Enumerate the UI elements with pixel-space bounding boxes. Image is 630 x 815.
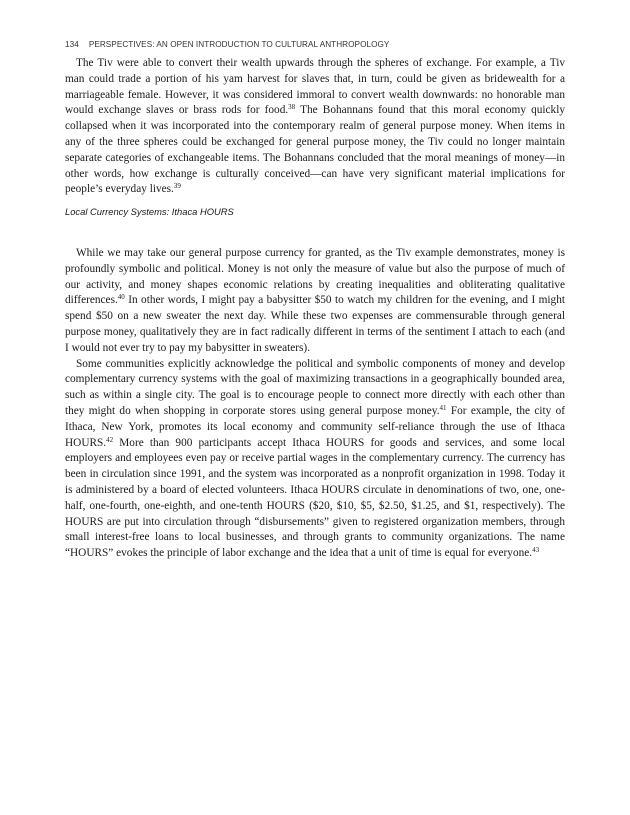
footnote-ref-42[interactable]: 42 [106, 435, 114, 444]
running-title: PERSPECTIVES: AN OPEN INTRODUCTION TO CULTURAL ANTHROPOLOGY [88, 40, 390, 49]
running-header [65, 40, 389, 49]
paragraph-text: The Bohannans found that this moral economy quickly collapsed when it was incorporated into the contemporary realm of general purpose money. When items in any of the three spheres could be exchanged for general purpose money, the Tiv could no longer maintain separate categories of exchangeable items. The Bohannans concluded that the moral meanings of money—in other words, how exchange is culturally conceived—can have very significant material implications for people’s everyday lives. [65, 104, 565, 196]
paragraph-text: The Tiv were able to convert their wealth upwards through the spheres of exchange. For example, a Tiv man could trade a portion of his yam harvest for slaves that, in turn, could be given as bridewealth for a marriageable female. However, it was considered immoral to convert wealth downwards: no honorable man would exchange slaves or brass rods for food. [65, 57, 565, 117]
body-text-block-1 [65, 56, 565, 198]
footnote-ref-38[interactable]: 38 [288, 103, 296, 112]
paragraph-money-symbolic [65, 246, 565, 357]
paragraph-ithaca-hours [65, 357, 565, 562]
paragraph-text: Some communities explicitly acknowledge the political and symbolic components of money and develop complementary currency systems with the goal of maximizing transactions in a geographically bounded area, such as within a single city. The goal is to encourage people to connect more directly with each other than they might do when shopping in corporate stores using general purpose money. [65, 357, 565, 417]
section-subheading: Local Currency Systems: Ithaca HOURS [65, 206, 234, 217]
footnote-ref-40[interactable]: 40 [117, 293, 125, 302]
paragraph-text: For example, the city of Ithaca, New York, promotes its local economy and community self-reliance through the use of Ithaca HOURS. [65, 404, 565, 449]
footnote-ref-43[interactable]: 43 [532, 546, 540, 555]
paragraph-tiv-spheres [65, 56, 565, 198]
paragraph-text: In other words, I might pay a babysitter $50 to watch my children for the evening, and I might spend $50 on a new sweater the next day. While these two expenses are commensurable through general purpose money, qualitatively they are in fact radically different in terms of the sentiment I attach to each (and I would not ever try to pay my babysitter in sweaters). [65, 294, 565, 354]
footnote-ref-39[interactable]: 39 [173, 182, 181, 191]
paragraph-text: More than 900 participants accept Ithaca HOURS for goods and services, and some local employers and employees even pay or receive partial wages in the complementary currency. The currency has been in circulation since 1991, and the system was incorporated as a nonprofit organization in 1998. Today it is administered by a board of elected volunteers. Ithaca HOURS circulate in denominations of two, one, one-half, one-fourth, one-eighth, and one-tenth HOURS ($20, $10, $5, $2.50, $1.25, and $1, respectively). The HOURS are put into circulation through “disbursements” given to registered organization members, through small interest-free loans to local businesses, and through grants to community organizations. The name “HOURS” evokes the principle of labor exchange and the idea that a unit of time is equal for everyone. [65, 436, 565, 560]
paragraph-text: While we may take our general purpose currency for granted, as the Tiv example demonstrates, money is profoundly symbolic and political. Money is not only the measure of value but also the purpose of much of our activity, and money shapes economic relations by creating inequalities and obliterating qualitative differences. [65, 247, 565, 307]
body-text-block-2 [65, 246, 565, 562]
footnote-ref-41[interactable]: 41 [439, 403, 447, 412]
page-number: 134 [65, 40, 79, 49]
